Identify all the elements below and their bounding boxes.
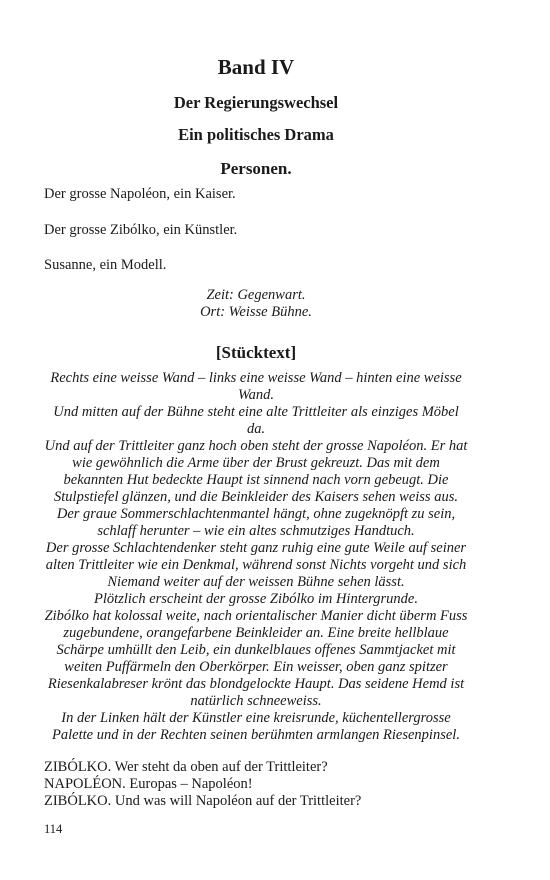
play-genre: Ein politisches Drama	[178, 125, 334, 144]
person-item: Der grosse Napoléon, ein Kaiser.	[44, 186, 236, 202]
persons-list	[44, 186, 468, 293]
page-number: 114	[44, 822, 63, 836]
stage-direction: Zibólko hat kolossal weite, nach orientalischer Manier dicht überm Fuss zugebundene, orangefarbene Beinkleider an. Eine breite hellblaue Schärpe umhüllt den Leib, ein dunkelblaues offenes Sammtjacket mit weiten Puffärmeln den Oberkörper. Ein weisser, oben ganz spitzer Riesenkalabreser krönt das blondgelockte Haupt. Das seidene Hemd ist natürlich schneeweiss.	[44, 608, 468, 709]
volume-title: Band IV	[217, 55, 295, 79]
stage-direction: Rechts eine weisse Wand – links eine weisse Wand – hinten eine weisse Wand.	[50, 370, 462, 403]
book-page	[44, 0, 468, 880]
dialogue-line: NAPOLÉON. Europas – Napoléon!	[44, 776, 253, 792]
stage-direction: Plötzlich erscheint der grosse Zibólko im Hintergrunde.	[94, 591, 418, 607]
dialogue-line: ZIBÓLKO. Wer steht da oben auf der Trittleiter?	[44, 759, 328, 775]
dialogue-block	[44, 759, 468, 810]
person-item: Susanne, ein Modell.	[44, 257, 167, 273]
person-item: Der grosse Zibólko, ein Künstler.	[44, 221, 238, 238]
stage-direction: Der grosse Schlachtendenker steht ganz ruhig eine gute Weile auf seiner alten Trittleiter wie ein Denkmal, während sonst Nichts vorgeht und sich Niemand weiter auf der weissen Bühne sehen lässt.	[45, 540, 467, 590]
stage-heading: [Stücktext]	[215, 343, 297, 362]
stage-direction: Und auf der Trittleiter ganz hoch oben steht der grosse Napoléon. Er hat wie gewöhnlich die Arme über der Brust gekreuzt. Das mit dem bekannten Hut bedeckte Haupt ist sinnend nach vorn gebeugt. Die Stulpstiefel glänzen, und die Beinkleider des Kaisers sehen weiss aus. Der graue Sommerschlachtenmantel hängt, ohne zugeknöpft zu sein, schlaff herunter – wie ein altes schmutziges Handtuch.	[44, 438, 468, 539]
stage-direction: Und mitten auf der Bühne steht eine alte Trittleiter als einziges Möbel da.	[53, 404, 459, 437]
setting-place: Ort: Weisse Bühne.	[200, 304, 312, 320]
stage-direction: In der Linken hält der Künstler eine kreisrunde, küchentellergrosse Palette und in der Rechten seinen berühmten armlangen Riesenpinsel.	[52, 710, 460, 743]
setting-time: Zeit: Gegenwart.	[206, 287, 306, 303]
play-title: Der Regierungswechsel	[173, 93, 339, 112]
stage-directions	[44, 370, 468, 744]
setting-block	[44, 287, 468, 321]
dialogue-line: ZIBÓLKO. Und was will Napoléon auf der Trittleiter?	[44, 793, 362, 809]
persons-heading: Personen.	[220, 159, 292, 178]
